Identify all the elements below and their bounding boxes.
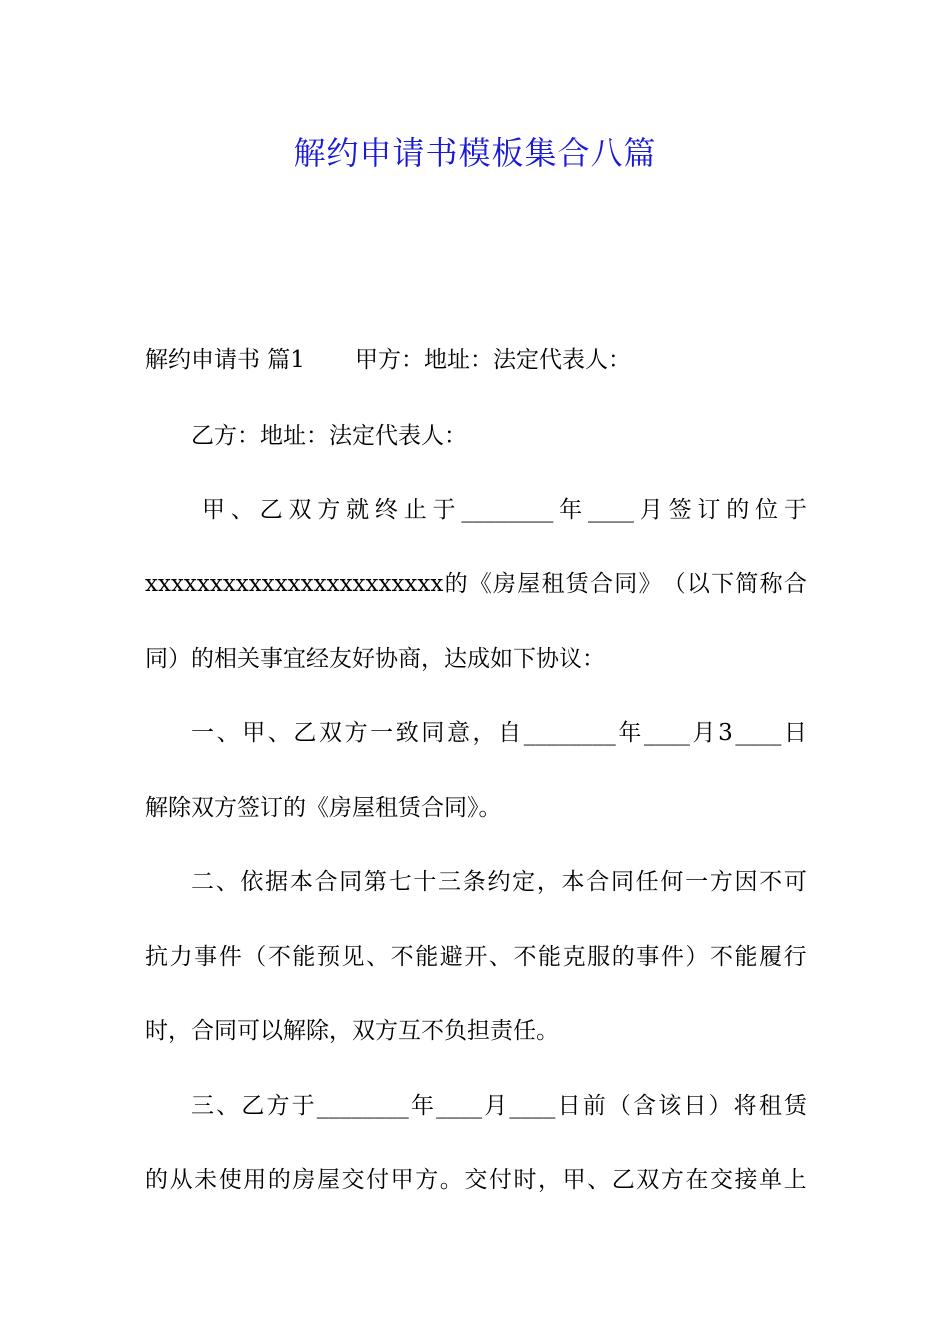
text-token: 交 — [341, 1167, 365, 1193]
text-token: 一 — [685, 869, 709, 895]
text-token: 月 — [692, 720, 716, 746]
text-token: 、 — [587, 1167, 611, 1193]
text-token: 称 — [759, 571, 783, 597]
section-heading: 解约申请书 篇1 — [145, 347, 305, 373]
text-token: ________ — [316, 1093, 409, 1119]
text-token: 件 — [660, 944, 684, 970]
text-token: 合 — [783, 571, 807, 597]
text-token: 力 — [169, 944, 193, 970]
text-token: 方 — [344, 720, 368, 746]
text-token: 同 — [614, 571, 638, 597]
text-token: 租 — [758, 1093, 782, 1119]
text-token: 的 — [145, 1167, 168, 1193]
party-a-info: 甲方：地址：法定代表人： — [354, 347, 631, 373]
text-token: 的 — [611, 944, 635, 970]
text-token: 自 — [498, 720, 522, 746]
text-token: 见 — [341, 944, 365, 970]
paragraph-line-10: 时，合同可以解除，双方互不负担责任。 — [145, 1018, 559, 1044]
text-token: 能 — [734, 944, 758, 970]
paragraph-line-2: 乙方：地址：法定代表人： — [191, 423, 467, 449]
text-token: ____ — [643, 720, 690, 746]
text-token: 就 — [346, 497, 370, 523]
paragraph-line-4 — [145, 566, 807, 602]
text-token: 日 — [783, 720, 807, 746]
text-token: 日 — [683, 1093, 707, 1119]
paragraph-line-12 — [145, 1162, 807, 1198]
text-token: 房 — [292, 1167, 316, 1193]
text-token: 、 — [215, 869, 239, 895]
text-token: 事 — [636, 944, 660, 970]
text-token: 下 — [711, 571, 735, 597]
text-token: 于 — [432, 497, 456, 523]
text-token: 甲 — [562, 1167, 586, 1193]
text-token: 本 — [289, 869, 313, 895]
text-token: 单 — [759, 1167, 783, 1193]
text-token: 。 — [439, 1167, 463, 1193]
text-token: 乙 — [241, 1093, 265, 1119]
text-token: 从 — [169, 1167, 193, 1193]
text-token: 不 — [390, 944, 414, 970]
text-token: 屋 — [316, 1167, 340, 1193]
text-token: 甲 — [390, 1167, 414, 1193]
text-token: 年 — [410, 1093, 434, 1119]
text-token: 乙 — [293, 720, 317, 746]
text-token: 开 — [464, 944, 488, 970]
text-token: 交 — [709, 1167, 733, 1193]
text-token: 同 — [610, 869, 634, 895]
text-token: 用 — [243, 1167, 267, 1193]
text-token: ________ — [523, 720, 616, 746]
text-token: 止 — [403, 497, 427, 523]
paragraph-line-9 — [145, 939, 807, 975]
text-token: 甲 — [242, 720, 266, 746]
text-token: ____ — [735, 720, 782, 746]
text-token: 在 — [685, 1167, 709, 1193]
text-token: 七 — [388, 869, 412, 895]
text-token: ____ — [436, 1093, 483, 1119]
paragraph-line-11 — [145, 1088, 807, 1124]
paragraph-line-8 — [145, 864, 807, 900]
text-token: 能 — [415, 944, 439, 970]
text-token: 一 — [191, 720, 214, 746]
text-token: ____ — [509, 1093, 556, 1119]
text-token: 依 — [240, 869, 264, 895]
text-token: 将 — [733, 1093, 757, 1119]
text-token: 《 — [468, 571, 492, 597]
text-token: 简 — [735, 571, 759, 597]
text-token: 行 — [783, 944, 807, 970]
text-token: （ — [662, 571, 686, 597]
text-token: 使 — [218, 1167, 242, 1193]
text-token: 》 — [638, 571, 662, 597]
paragraph-line-7: 解除双方签订的《房屋租赁合同》。 — [145, 795, 502, 821]
text-token: 合 — [589, 571, 613, 597]
text-token: 因 — [734, 869, 758, 895]
text-token: 双 — [318, 720, 342, 746]
text-token: 订 — [697, 497, 721, 523]
text-token: 不 — [513, 944, 537, 970]
text-token: 于 — [783, 497, 807, 523]
text-token: 事 — [194, 944, 218, 970]
text-token: 年 — [559, 497, 583, 523]
text-token: ， — [538, 1167, 561, 1193]
paragraph-line-5: 同）的相关事宜经友好协商，达成如下协议： — [145, 646, 605, 672]
text-token: 能 — [292, 944, 316, 970]
text-token: ， — [472, 720, 496, 746]
text-token: 本 — [561, 869, 585, 895]
text-token: 、 — [216, 720, 240, 746]
text-token: 不 — [267, 944, 291, 970]
text-token: 终 — [374, 497, 398, 523]
text-token: 十 — [413, 869, 437, 895]
text-token: 签 — [668, 497, 692, 523]
text-token: 付 — [488, 1167, 512, 1193]
text-token: 租 — [541, 571, 565, 597]
text-token: 未 — [194, 1167, 218, 1193]
text-token: 方 — [266, 1093, 290, 1119]
text-token: 乙 — [611, 1167, 635, 1193]
text-token: 三 — [191, 1093, 214, 1119]
text-token: 的 — [726, 497, 750, 523]
document-title: 解约申请书模板集合八篇 — [293, 134, 657, 172]
text-token: 二 — [191, 869, 214, 895]
text-token: 甲 — [202, 497, 225, 523]
text-token: 预 — [316, 944, 340, 970]
text-token: 同 — [421, 720, 445, 746]
text-token: 交 — [464, 1167, 488, 1193]
text-token: （ — [607, 1093, 631, 1119]
text-token: 可 — [783, 869, 807, 895]
text-token: 双 — [636, 1167, 660, 1193]
text-token: 据 — [265, 869, 289, 895]
text-token: ） — [685, 944, 709, 970]
text-token: 不 — [709, 944, 733, 970]
text-token: 、 — [267, 720, 291, 746]
text-token: 、 — [216, 1093, 240, 1119]
text-token: 前 — [582, 1093, 606, 1119]
text-token: 的 — [267, 1167, 291, 1193]
text-token: 的 — [444, 571, 468, 597]
text-token: 服 — [587, 944, 611, 970]
text-token: 合 — [586, 869, 610, 895]
text-token: 履 — [759, 944, 783, 970]
text-token: 约 — [487, 869, 511, 895]
text-token: 付 — [366, 1167, 390, 1193]
text-token: 以 — [686, 571, 710, 597]
paragraph-line-1 — [145, 342, 807, 378]
paragraph-line-3 — [145, 492, 807, 528]
text-token: 同 — [339, 869, 363, 895]
text-token: 方 — [660, 1167, 684, 1193]
text-token: 3 — [718, 720, 733, 746]
text-token: 不 — [759, 869, 783, 895]
text-token: 月 — [484, 1093, 508, 1119]
text-token: 上 — [783, 1167, 807, 1193]
text-token: 乙 — [259, 497, 283, 523]
text-token: （ — [243, 944, 267, 970]
paragraph-line-6 — [145, 715, 807, 751]
text-token: 第 — [363, 869, 387, 895]
text-token: 方 — [415, 1167, 439, 1193]
text-token: 、 — [230, 497, 254, 523]
text-token: 条 — [462, 869, 486, 895]
text-token: 双 — [288, 497, 312, 523]
text-token: 月 — [639, 497, 663, 523]
text-token: 能 — [538, 944, 561, 970]
text-token: 一 — [370, 720, 394, 746]
text-token: ） — [708, 1093, 732, 1119]
text-token: ________ — [461, 497, 554, 523]
text-token: 克 — [562, 944, 586, 970]
text-token: ____ — [587, 497, 634, 523]
text-token: 赁 — [783, 1093, 807, 1119]
text-token: 三 — [438, 869, 462, 895]
text-token: 房 — [493, 571, 517, 597]
text-token: 、 — [488, 944, 512, 970]
text-token: 定 — [512, 869, 536, 895]
text-token: 抗 — [145, 944, 168, 970]
text-token: 任 — [635, 869, 659, 895]
text-token: 、 — [366, 944, 390, 970]
text-token: xxxxxxxxxxxxxxxxxxxxxxx — [145, 571, 444, 597]
text-token: 日 — [557, 1093, 581, 1119]
text-token: 含 — [633, 1093, 657, 1119]
text-token: 方 — [709, 869, 733, 895]
text-token: 合 — [314, 869, 338, 895]
text-token: 致 — [395, 720, 419, 746]
text-token: 赁 — [565, 571, 589, 597]
text-token: 件 — [218, 944, 242, 970]
text-token: 时 — [513, 1167, 537, 1193]
text-token: 何 — [660, 869, 684, 895]
text-token: 意 — [446, 720, 470, 746]
text-token: 年 — [618, 720, 642, 746]
text-token: 方 — [317, 497, 341, 523]
text-token: 该 — [658, 1093, 682, 1119]
text-token: 位 — [755, 497, 778, 523]
text-token: ， — [536, 869, 560, 895]
text-token: 接 — [734, 1167, 758, 1193]
text-token: 于 — [291, 1093, 315, 1119]
text-token: 避 — [439, 944, 463, 970]
text-token: 屋 — [517, 571, 541, 597]
